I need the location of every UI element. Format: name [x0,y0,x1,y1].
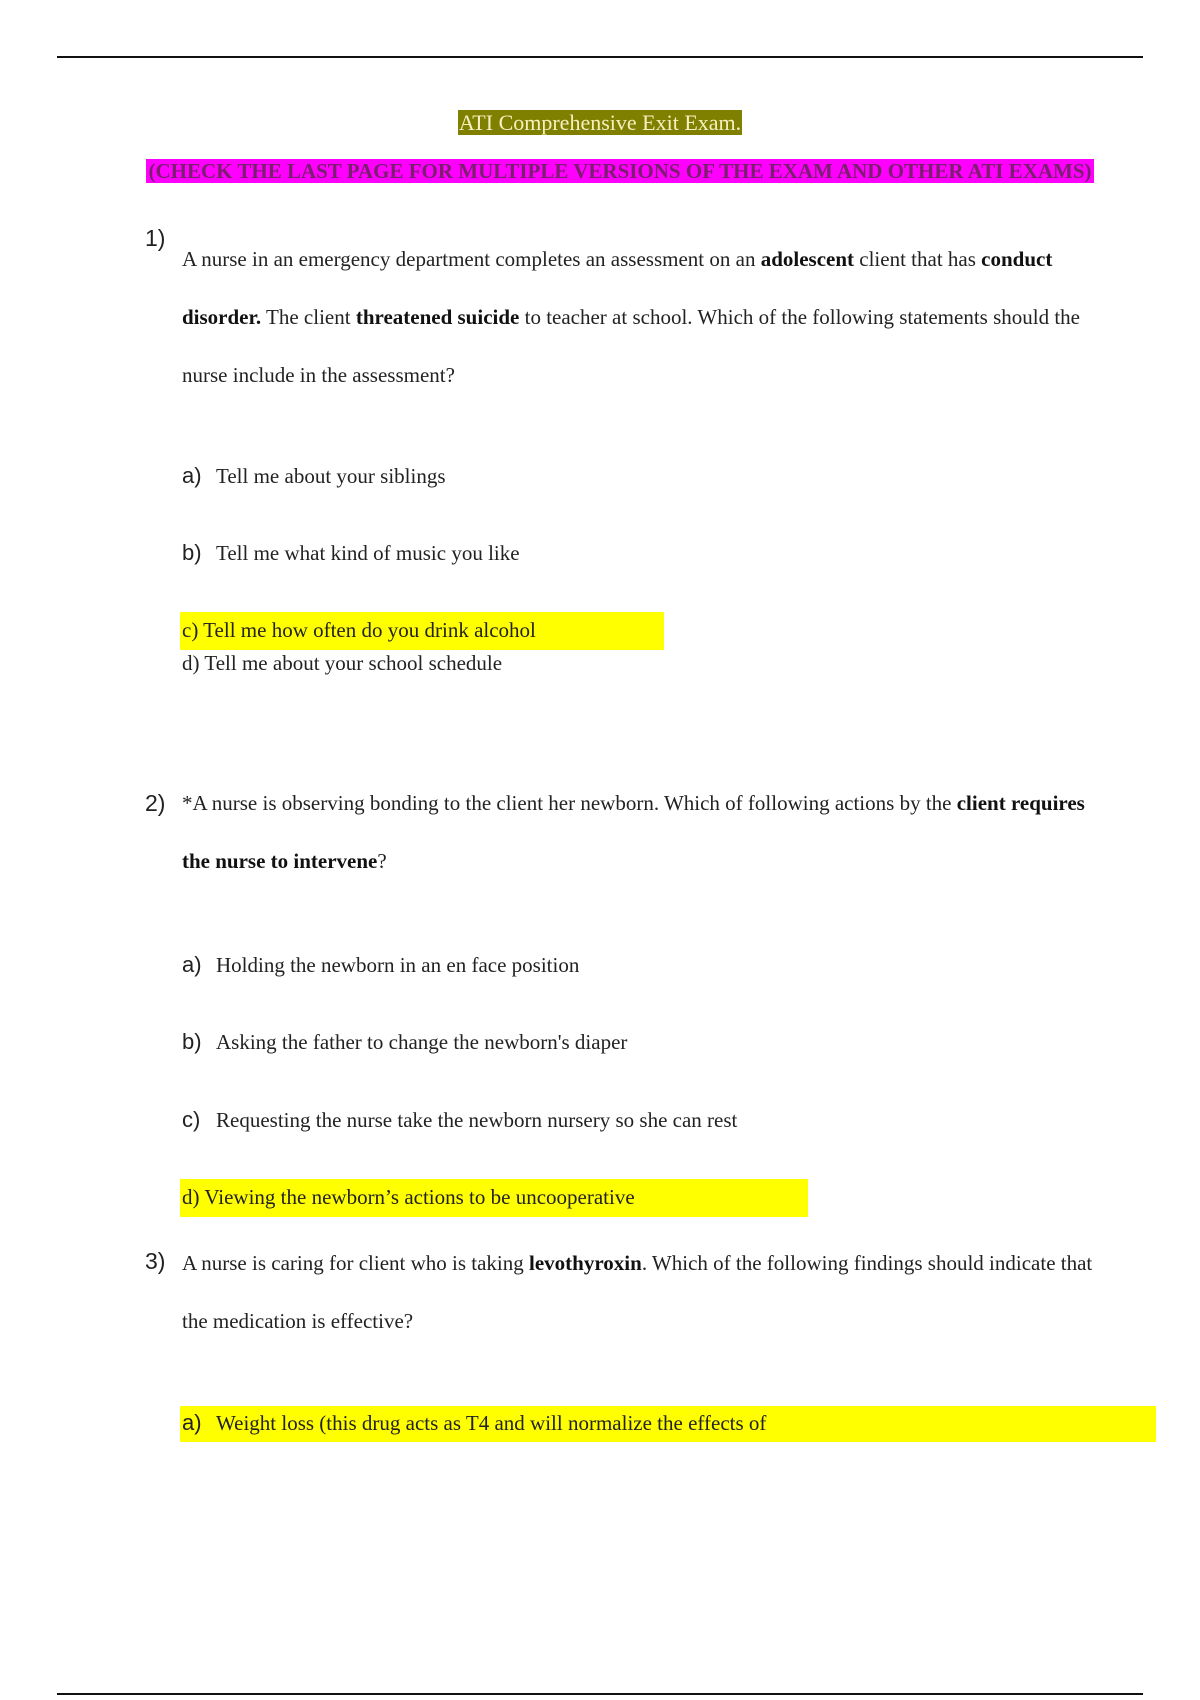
document-title: ATI Comprehensive Exit Exam. [458,110,742,135]
question-2-text: *A nurse is observing bonding to the client her newborn. Which of following actions by the client requires the nurse to intervene? [182,791,1085,873]
question-2-option-c: c) Requesting the nurse take the newborn nursery so she can rest [182,1107,738,1132]
bottom-page-rule [57,1693,1143,1695]
question-2-option-a: a) Holding the newborn in an en face position [182,952,580,977]
top-page-rule [57,56,1143,58]
question-1-number: 1) [145,225,166,251]
question-1-option-b: b) Tell me what kind of music you like [182,540,520,565]
question-3-number: 3) [145,1248,166,1274]
question-2-option-d: d) Viewing the newborn’s actions to be uncooperative [182,1185,635,1209]
question-2-option-b: b) Asking the father to change the newborn's diaper [182,1029,628,1054]
question-1-option-d: d) Tell me about your school schedule [182,651,503,675]
question-3-option-a: a) Weight loss (this drug acts as T4 and will normalize the effects of [182,1410,767,1435]
question-1-text: A nurse in an emergency department completes an assessment on an adolescent client that has conduct disorder. The client threatened suicide to teacher at school. Which of the following statements should the nurse include in the assessment? [182,247,1081,387]
exam-versions-notice: (CHECK THE LAST PAGE FOR MULTIPLE VERSIONS OF THE EXAM AND OTHER ATI EXAMS) [148,159,1092,183]
question-1-option-a: a) Tell me about your siblings [182,463,446,488]
question-3-text: A nurse is caring for client who is taking levothyroxin. Which of the following findings should indicate that the medication is effective? [182,1251,1093,1333]
question-2-number: 2) [145,790,166,816]
question-1-option-c: c) Tell me how often do you drink alcohol [182,618,536,642]
